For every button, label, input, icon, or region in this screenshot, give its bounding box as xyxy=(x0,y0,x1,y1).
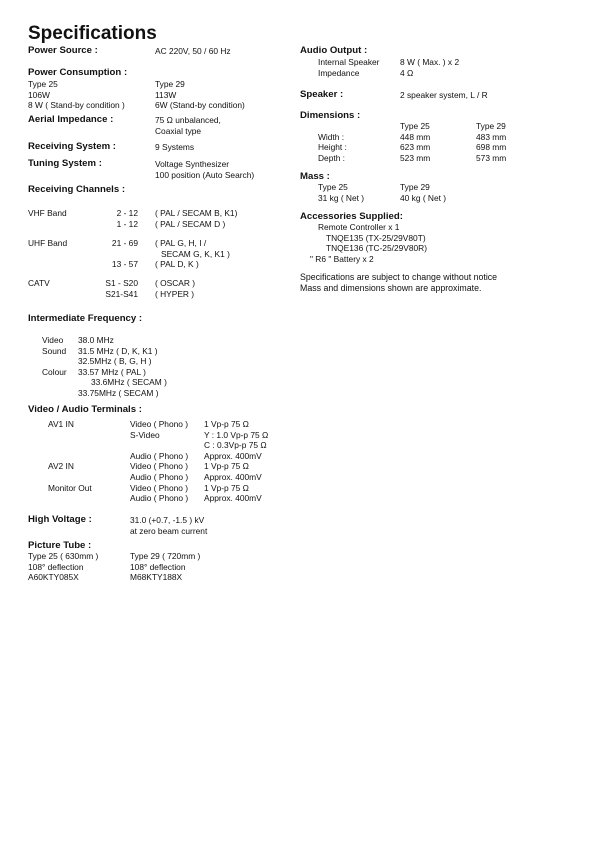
spec-line: Type 29 xyxy=(155,79,185,89)
mass-heading: Mass : xyxy=(300,171,330,182)
spec-line: Type 29 ( 720mm ) xyxy=(130,551,201,561)
spec-line xyxy=(318,121,347,132)
spec-line: 6W (Stand-by condition) xyxy=(155,100,245,111)
terminal-types xyxy=(130,419,188,504)
spec-line: ( PAL / SECAM D ) xyxy=(155,218,226,229)
catv-label: CATV xyxy=(28,278,50,288)
spec-line: 33.6MHz ( SECAM ) xyxy=(91,377,167,388)
receiving-system-heading: Receiving System : xyxy=(28,141,116,152)
spec-line: 448 mm xyxy=(400,131,431,142)
spec-line: ( HYPER ) xyxy=(155,288,195,299)
spec-line: Video ( Phono ) xyxy=(130,461,189,472)
spec-line: C : 0.3Vp-p 75 Ω xyxy=(204,440,267,451)
list-item: TNQE136 (TC-25/29V80R) xyxy=(326,243,428,254)
dimension-labels xyxy=(318,121,347,163)
if-values xyxy=(78,335,167,399)
spec-line: 1 Vp-p 75 Ω xyxy=(204,461,249,472)
spec-line: Sound xyxy=(42,345,67,356)
spec-line: Colour xyxy=(42,366,67,377)
picture-tube-right xyxy=(130,551,200,583)
audio-output-heading: Audio Output : xyxy=(300,45,368,56)
accessories-list xyxy=(306,222,427,264)
spec-line: Y : 1.0 Vp-p 75 Ω xyxy=(204,429,269,440)
high-voltage-heading: High Voltage : xyxy=(28,514,92,525)
dimensions-heading: Dimensions : xyxy=(300,110,361,121)
spec-line: 1 - 12 xyxy=(116,218,138,229)
spec-line: 1 Vp-p 75 Ω xyxy=(204,482,249,493)
spec-line xyxy=(100,249,138,260)
list-item: TNQE135 (TX-25/29V80T) xyxy=(326,232,426,243)
aerial-impedance-heading: Aerial Impedance : xyxy=(28,114,114,125)
spec-line: Type 25 xyxy=(318,182,348,192)
tuning-system-heading: Tuning System : xyxy=(28,158,102,169)
spec-line: Impedance xyxy=(318,67,360,78)
accessories-heading: Accessories Supplied: xyxy=(300,211,403,222)
spec-line xyxy=(48,440,92,451)
spec-line: at zero beam current xyxy=(130,525,208,536)
list-item: " R6 " Battery x 2 xyxy=(310,253,374,264)
spec-line: AV1 IN xyxy=(48,419,74,429)
speaker-heading: Speaker : xyxy=(300,89,344,100)
spec-line: Approx. 400mV xyxy=(204,450,262,461)
catv-systems xyxy=(155,278,195,299)
spec-line: SECAM G, K, K1 ) xyxy=(161,248,230,259)
spec-line: Width : xyxy=(318,131,345,142)
spec-line: Height : xyxy=(318,142,347,153)
audio-output-labels xyxy=(318,57,379,78)
spec-line: Coaxial type xyxy=(155,125,202,136)
spec-line: A60KTY085X xyxy=(28,572,79,583)
spec-line: S21-S41 xyxy=(105,288,138,299)
spec-line: Type 25 xyxy=(28,79,58,89)
vhf-systems xyxy=(155,208,237,229)
spec-line: Type 25 ( 630mm ) xyxy=(28,551,99,561)
tuning-system-value xyxy=(155,159,254,180)
spec-line: Depth : xyxy=(318,152,346,163)
spec-line: 2 - 12 xyxy=(116,208,138,218)
power-source-value: AC 220V, 50 / 60 Hz xyxy=(155,46,231,56)
spec-line: 698 mm xyxy=(476,142,507,153)
note-line: Mass and dimensions shown are approximate. xyxy=(300,282,482,293)
spec-line: 31 kg ( Net ) xyxy=(318,192,365,203)
high-voltage-value xyxy=(130,515,207,536)
spec-line: 32.5MHz ( B, G, H ) xyxy=(78,356,152,367)
catv-ranges xyxy=(100,278,138,299)
spec-line: 573 mm xyxy=(476,152,507,163)
spec-line: 108° deflection xyxy=(130,561,186,572)
spec-line: 483 mm xyxy=(476,131,507,142)
spec-line xyxy=(48,472,92,483)
if-labels xyxy=(42,335,67,399)
spec-line: 13 - 57 xyxy=(111,259,138,270)
spec-line: 1 Vp-p 75 Ω xyxy=(204,419,249,429)
power-consumption-left xyxy=(28,79,125,111)
spec-line: 8 W ( Max. ) x 2 xyxy=(400,57,460,67)
spec-line: Approx. 400mV xyxy=(204,493,262,504)
mass-type29 xyxy=(400,182,446,203)
list-item: Remote Controller x 1 xyxy=(318,222,400,232)
spec-line: ( PAL D, K ) xyxy=(155,259,199,270)
spec-line: Voltage Synthesizer xyxy=(155,159,230,169)
spec-line: S-Video xyxy=(130,429,160,440)
spec-line: Type 25 xyxy=(400,121,430,131)
spec-line xyxy=(42,388,67,399)
spec-line: 100 position (Auto Search) xyxy=(155,169,255,180)
spec-line: Internal Speaker xyxy=(318,57,380,67)
spec-line: ( PAL G, H, I / xyxy=(155,238,207,248)
spec-line xyxy=(48,493,92,504)
terminal-specs xyxy=(204,419,268,504)
spec-line: Type 29 xyxy=(476,121,506,131)
vhf-band-label: VHF Band xyxy=(28,208,67,218)
intermediate-frequency-heading: Intermediate Frequency : xyxy=(28,313,143,324)
spec-line: Approx. 400mV xyxy=(204,471,262,482)
vhf-ranges xyxy=(100,208,138,229)
spec-line: Audio ( Phono ) xyxy=(130,471,189,482)
speaker-value: 2 speaker system, L / R xyxy=(400,90,488,100)
dimensions-type25 xyxy=(400,121,430,163)
spec-line: 623 mm xyxy=(400,142,431,153)
spec-line: 4 Ω xyxy=(400,67,414,78)
spec-line: AV2 IN xyxy=(48,461,74,472)
power-consumption-heading: Power Consumption : xyxy=(28,67,128,78)
spec-line: 31.5 MHz ( D, K, K1 ) xyxy=(78,345,158,356)
spec-line: 21 - 69 xyxy=(111,238,138,248)
terminals-heading: Video / Audio Terminals : xyxy=(28,404,142,415)
notes xyxy=(300,272,497,293)
dimensions-type29 xyxy=(476,121,506,163)
spec-line: 106W xyxy=(28,89,50,100)
spec-line: 75 Ω unbalanced, xyxy=(155,115,221,125)
spec-line: 523 mm xyxy=(400,152,431,163)
mass-type25 xyxy=(318,182,364,203)
spec-line: Audio ( Phono ) xyxy=(130,450,189,461)
spec-line: Video xyxy=(42,335,64,345)
power-source-heading: Power Source : xyxy=(28,45,98,56)
spec-line: 31.0 (+0.7, -1.5 ) kV xyxy=(130,515,205,525)
spec-line: 8 W ( Stand-by condition ) xyxy=(28,100,125,111)
spec-line: 113W xyxy=(155,89,177,100)
spec-line xyxy=(48,451,92,462)
spec-line: 33.57 MHz ( PAL ) xyxy=(78,366,146,377)
uhf-band-label: UHF Band xyxy=(28,238,68,248)
spec-line: 33.75MHz ( SECAM ) xyxy=(78,387,159,398)
spec-line: ( PAL / SECAM B, K1) xyxy=(155,208,238,218)
uhf-systems xyxy=(155,238,230,270)
spec-line xyxy=(42,356,67,367)
receiving-channels-heading: Receiving Channels : xyxy=(28,184,126,195)
spec-line xyxy=(130,440,188,451)
spec-line: 108° deflection xyxy=(28,561,84,572)
uhf-ranges xyxy=(100,238,138,270)
page-title: Specifications xyxy=(28,23,157,44)
spec-line: M68KTY188X xyxy=(130,572,183,583)
spec-line: Audio ( Phono ) xyxy=(130,493,189,504)
spec-line: Video ( Phono ) xyxy=(130,482,189,493)
note-line: Specifications are subject to change without notice xyxy=(300,272,498,282)
spec-line: 40 kg ( Net ) xyxy=(400,192,447,203)
aerial-impedance-value xyxy=(155,115,221,136)
power-consumption-right xyxy=(155,79,245,111)
spec-line: Monitor Out xyxy=(48,482,92,493)
picture-tube-heading: Picture Tube : xyxy=(28,540,92,551)
spec-line: Type 29 xyxy=(400,182,430,192)
spec-line: Video ( Phono ) xyxy=(130,419,189,429)
spec-line: ( OSCAR ) xyxy=(155,278,196,288)
terminal-groups xyxy=(48,419,92,504)
spec-line xyxy=(42,377,67,388)
spec-line: 38.0 MHz xyxy=(78,335,114,345)
spec-line xyxy=(48,430,92,441)
spec-line: S1 - S20 xyxy=(105,278,138,288)
audio-output-values xyxy=(400,57,459,78)
receiving-system-value: 9 Systems xyxy=(155,142,195,152)
picture-tube-left xyxy=(28,551,98,583)
